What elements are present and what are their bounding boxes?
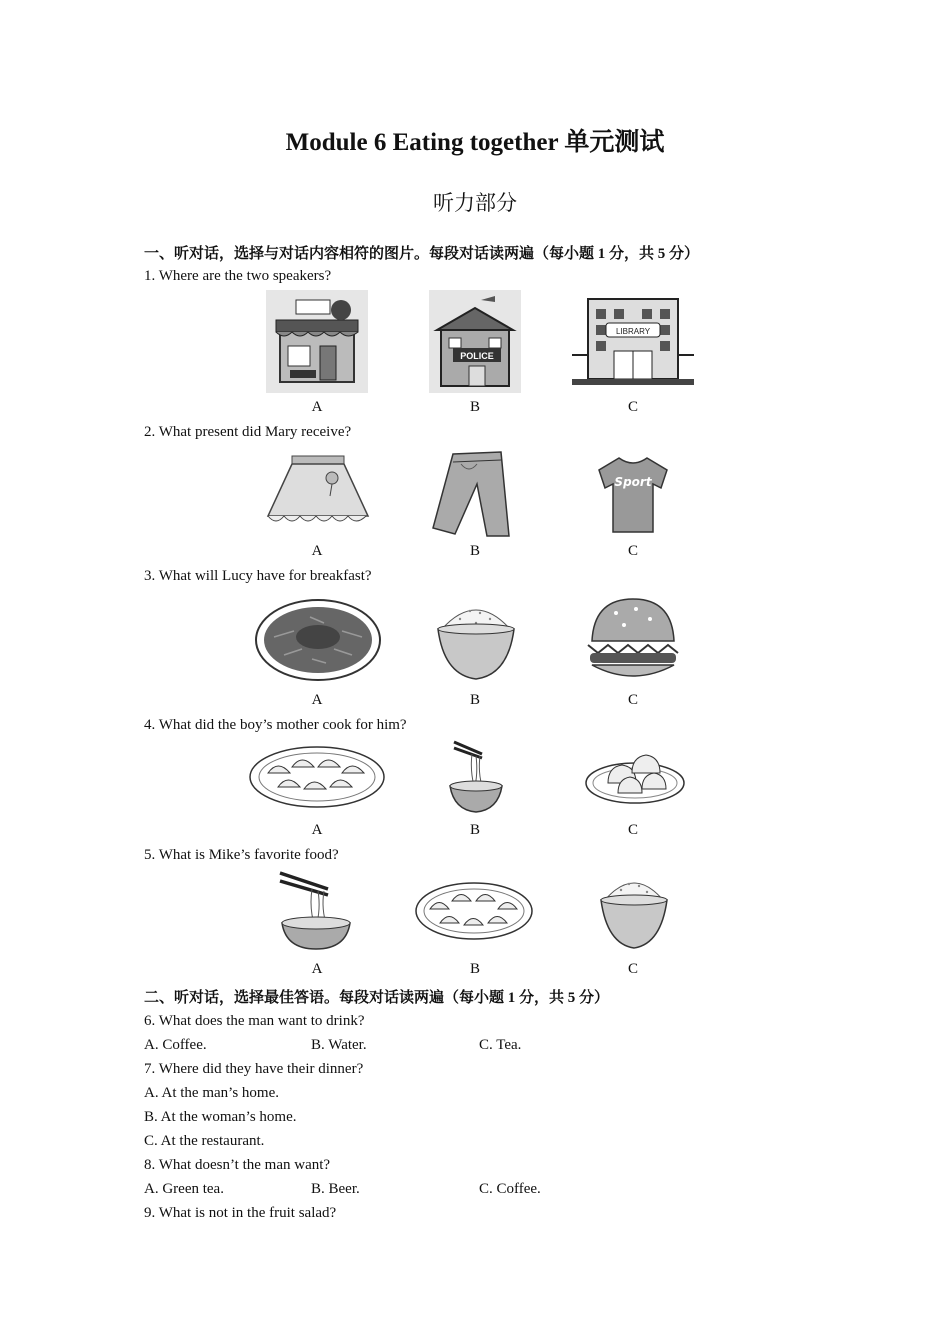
question-9: 9. What is not in the fruit salad? <box>144 1205 337 1221</box>
police-sign-text: POLICE <box>460 351 494 361</box>
page-subtitle: 听力部分 <box>433 191 517 215</box>
q7-option-a: A. At the man’s home. <box>144 1085 279 1101</box>
q7-option-b: B. At the woman’s home. <box>144 1109 297 1125</box>
dumpling-plate-icon <box>254 597 382 683</box>
q8-option-a: A. Green tea. <box>144 1181 224 1197</box>
q5-label-a: A <box>311 961 323 977</box>
question-8: 8. What doesn’t the man want? <box>144 1157 331 1173</box>
steamed-buns-icon <box>584 745 686 805</box>
question-4: 4. What did the boy’s mother cook for him? <box>144 717 407 733</box>
q6-option-b: B. Water. <box>311 1037 367 1053</box>
question-5: 5. What is Mike’s favorite food? <box>144 847 339 863</box>
q1-label-b: B <box>469 399 480 415</box>
q8-option-b: B. Beer. <box>311 1181 360 1197</box>
q3-label-b: B <box>469 692 480 708</box>
skirt-icon <box>262 454 374 530</box>
question-1: 1. Where are the two speakers? <box>144 268 332 284</box>
tshirt-icon <box>597 454 669 534</box>
question-7: 7. Where did they have their dinner? <box>144 1061 364 1077</box>
page-title: Module 6 Eating together 单元测试 <box>285 129 665 156</box>
library-icon <box>570 295 696 387</box>
tshirt-print-text: Sport <box>614 475 652 489</box>
noodles-icon <box>276 869 356 951</box>
section-2-heading: 二、听对话，选择最佳答语。每段对话读两遍（每小题 1 分，共 5 分） <box>144 990 610 1006</box>
question-3: 3. What will Lucy have for breakfast? <box>144 568 372 584</box>
dumplings-icon <box>414 879 534 941</box>
q7-option-c: C. At the restaurant. <box>144 1133 265 1149</box>
q4-label-b: B <box>469 822 480 838</box>
q2-label-c: C <box>627 543 638 559</box>
q6-option-c: C. Tea. <box>479 1037 522 1053</box>
q5-label-c: C <box>627 961 638 977</box>
q2-label-a: A <box>311 543 323 559</box>
question-6: 6. What does the man want to drink? <box>144 1013 365 1029</box>
q1-label-a: A <box>311 399 323 415</box>
section-1-heading: 一、听对话，选择与对话内容相符的图片。每段对话读两遍（每小题 1 分，共 5 分） <box>144 246 700 262</box>
restaurant-icon <box>266 290 368 393</box>
dumplings-icon <box>248 743 386 809</box>
q4-label-c: C <box>627 822 638 838</box>
rice-bowl-icon <box>436 595 516 683</box>
hamburger-icon <box>586 597 680 683</box>
police-station-icon <box>429 290 521 393</box>
q3-label-a: A <box>311 692 323 708</box>
q3-label-c: C <box>627 692 638 708</box>
q4-label-a: A <box>311 822 323 838</box>
q2-label-b: B <box>469 543 480 559</box>
q8-option-c: C. Coffee. <box>479 1181 541 1197</box>
q6-option-a: A. Coffee. <box>144 1037 207 1053</box>
noodles-icon <box>446 740 506 814</box>
q5-label-b: B <box>469 961 480 977</box>
trousers-icon <box>431 450 515 538</box>
library-sign-text: LIBRARY <box>615 327 651 336</box>
rice-bowl-icon <box>599 870 669 950</box>
q1-label-c: C <box>627 399 638 415</box>
question-2: 2. What present did Mary receive? <box>144 424 352 440</box>
